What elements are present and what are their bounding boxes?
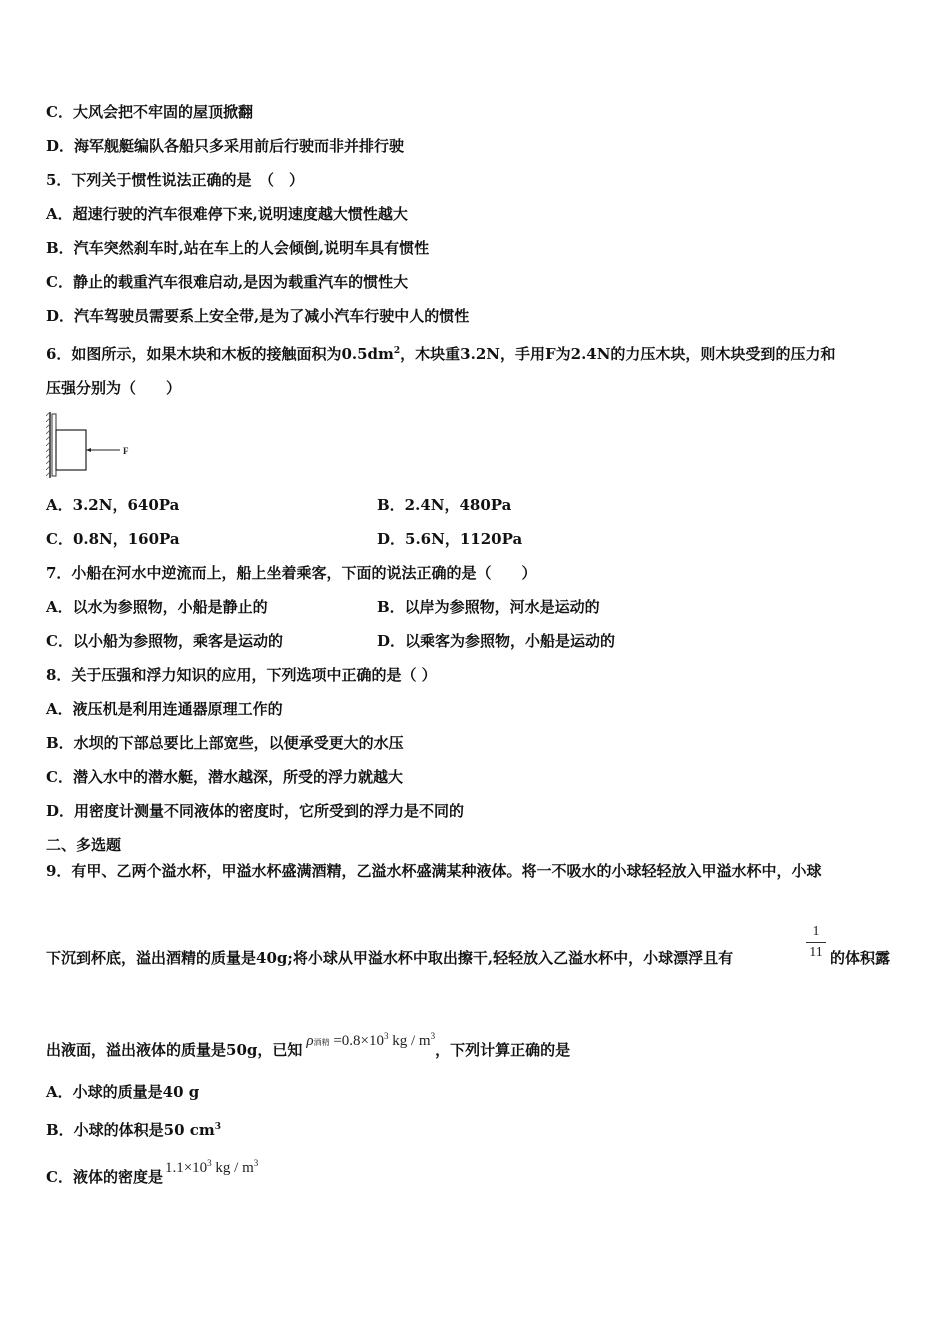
q4-option-c: C．大风会把不牢固的屋顶掀翻 bbox=[46, 103, 253, 121]
q5-option-b: B．汽车突然刹车时,站在车上的人会倾倒,说明车具有惯性 bbox=[46, 239, 430, 257]
q9-stem-line3-end: ，下列计算正确的是 bbox=[435, 1041, 571, 1059]
q5-stem: 5．下列关于惯性说法正确的是 （ ） bbox=[46, 171, 304, 189]
q7-option-d: D．以乘客为参照物，小船是运动的 bbox=[377, 632, 616, 650]
q5-option-c: C．静止的载重汽车很难启动,是因为载重汽车的惯性大 bbox=[46, 273, 409, 291]
q6-stem-sup: 2 bbox=[393, 346, 401, 356]
q9-formula2-unit-exponent: 3 bbox=[253, 1158, 259, 1168]
q6-option-c: C．0.8N，160Pa bbox=[46, 530, 180, 548]
q6-option-a: A．3.2N，640Pa bbox=[46, 496, 180, 514]
q6-stem bbox=[46, 341, 835, 364]
q9-fraction-denominator: 11 bbox=[809, 945, 823, 960]
q6-figure-block bbox=[56, 430, 86, 470]
q9-stem-line3-text: 出液面，溢出液体的质量是50g，已知 bbox=[46, 1041, 303, 1059]
q9-formula-alcohol-density bbox=[306, 1033, 435, 1049]
q9-fraction-numerator: 1 bbox=[812, 924, 820, 939]
q5-option-d: D．汽车驾驶员需要系上安全带,是为了减小汽车行驶中人的惯性 bbox=[46, 307, 470, 325]
q9-fraction bbox=[806, 924, 826, 961]
q6-figure bbox=[46, 408, 136, 482]
q9-option-c bbox=[46, 1158, 259, 1188]
q4-option-d: D．海军舰艇编队各船只多采用前后行驶而非并排行驶 bbox=[46, 137, 405, 155]
q6-stem-part1: 6．如图所示，如果木块和木板的接触面积为0.5dm bbox=[46, 345, 394, 363]
q9-option-a: A．小球的质量是40 g bbox=[46, 1083, 200, 1101]
q9-formula1-exponent: 3 bbox=[384, 1031, 389, 1041]
q9-option-c-text: C．液体的密度是 bbox=[46, 1168, 163, 1186]
q9-formula2-unit: kg / m bbox=[215, 1160, 254, 1176]
q8-option-d: D．用密度计测量不同液体的密度时，它所受到的浮力是不同的 bbox=[46, 802, 465, 820]
q9-stem-line3 bbox=[46, 1031, 571, 1063]
q7-option-b: B．以岸为参照物，河水是运动的 bbox=[377, 598, 600, 616]
q9-formula1-unit-exponent: 3 bbox=[430, 1031, 436, 1041]
q9-stem-line1: 9．有甲、乙两个溢水杯，甲溢水杯盛满酒精，乙溢水杯盛满某种液体。将一不吸水的小球轻轻放入甲溢水杯中，小球 bbox=[46, 862, 822, 880]
q7-option-c: C．以小船为参照物，乘客是运动的 bbox=[46, 632, 283, 650]
q8-option-a: A．液压机是利用连通器原理工作的 bbox=[46, 700, 283, 718]
q9-stem-line2-end: 的体积露 bbox=[830, 949, 891, 967]
q9-fraction-bar bbox=[806, 942, 826, 943]
q6-stem-line2: 压强分别为（ ） bbox=[46, 379, 182, 397]
q8-option-c: C．潜入水中的潜水艇，潜水越深，所受的浮力就越大 bbox=[46, 768, 403, 786]
q9-formula1-value: =0.8×10 bbox=[333, 1033, 384, 1049]
q7-option-a: A．以水为参照物，小船是静止的 bbox=[46, 598, 268, 616]
q9-option-b-sup: 3 bbox=[214, 1122, 222, 1132]
q8-option-b: B．水坝的下部总要比上部宽些，以便承受更大的水压 bbox=[46, 734, 404, 752]
section-title-multiple-choice: 二、多选题 bbox=[46, 836, 122, 854]
q6-figure-label: F bbox=[123, 446, 129, 456]
q9-formula2-value: 1.1×10 bbox=[164, 1160, 208, 1176]
q9-rho-subscript: 酒精 bbox=[313, 1038, 330, 1047]
q9-stem-line2: 下沉到杯底，溢出酒精的质量是40g;将小球从甲溢水杯中取出擦干,轻轻放入乙溢水杯中，小球漂浮且有 bbox=[46, 949, 734, 967]
q6-option-d: D．5.6N，1120Pa bbox=[377, 530, 523, 548]
q9-formula2-exponent: 3 bbox=[207, 1158, 212, 1168]
q6-option-b: B．2.4N，480Pa bbox=[377, 496, 512, 514]
q5-option-a: A．超速行驶的汽车很难停下来,说明速度越大惯性越大 bbox=[46, 205, 408, 223]
q6-stem-part2: ，木块重3.2N，手用F为2.4N的力压木块，则木块受到的压力和 bbox=[400, 345, 836, 363]
q7-stem: 7．小船在河水中逆流而上，船上坐着乘客，下面的说法正确的是（ ） bbox=[46, 564, 537, 582]
q6-figure-arrow-icon bbox=[86, 448, 91, 452]
q9-rho-symbol: ρ bbox=[306, 1033, 314, 1049]
q9-formula-liquid-density bbox=[165, 1160, 258, 1176]
q9-option-b bbox=[46, 1117, 221, 1140]
q8-stem: 8．关于压强和浮力知识的应用，下列选项中正确的是（ ） bbox=[46, 666, 437, 684]
q9-option-b-text: B．小球的体积是50 cm bbox=[46, 1121, 215, 1139]
q9-formula1-unit: kg / m bbox=[392, 1033, 431, 1049]
